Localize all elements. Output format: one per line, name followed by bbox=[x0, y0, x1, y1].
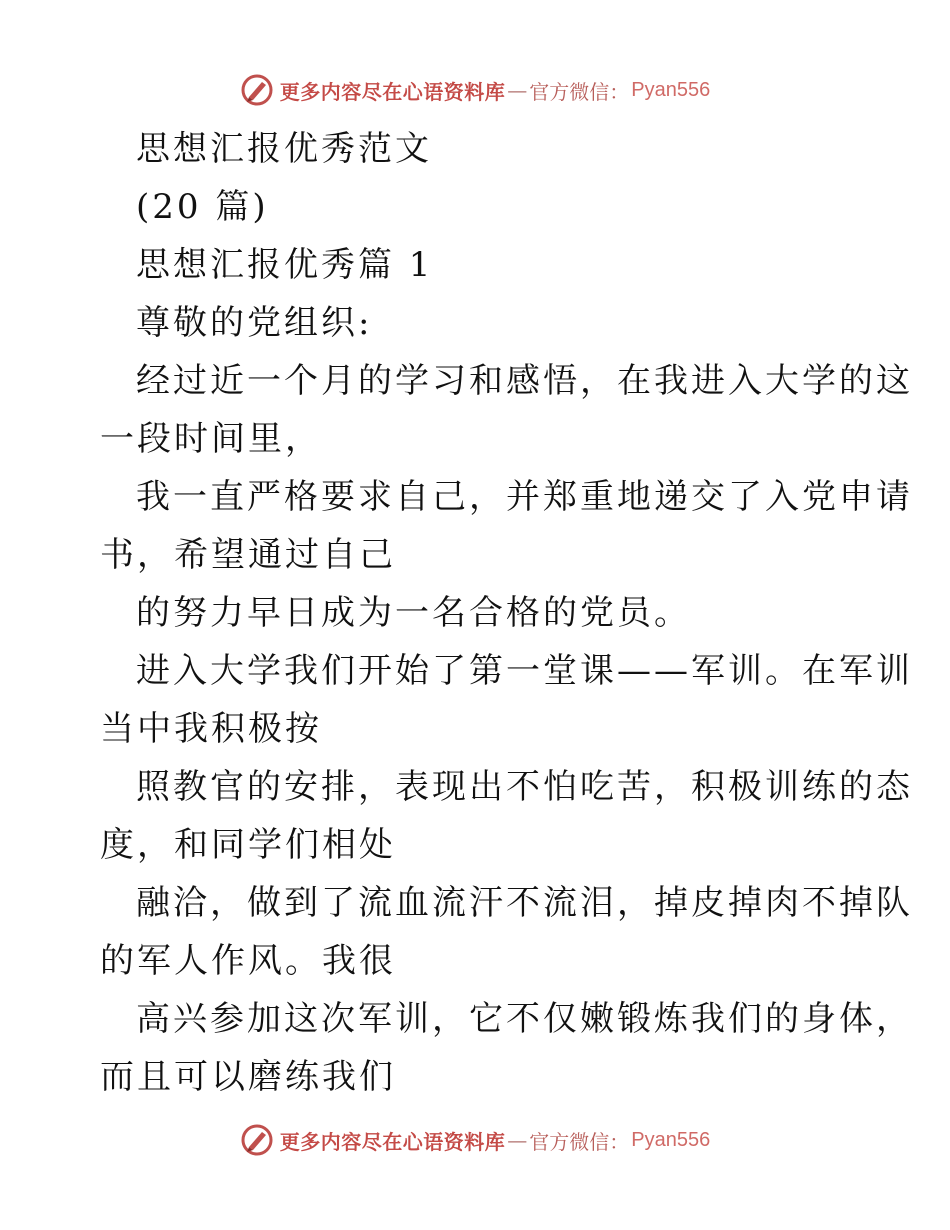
paragraph-line: 而且可以磨练我们 bbox=[100, 1057, 396, 1097]
paragraph-line: 进入大学我们开始了第一堂课——军训。在军训 bbox=[136, 651, 913, 691]
paragraph-line: 度，和同学们相处 bbox=[100, 825, 396, 865]
banner-main-text: 更多内容尽在心语资料库 bbox=[279, 1129, 506, 1154]
document-body bbox=[100, 120, 913, 1106]
document-title-line-2: (20 篇) bbox=[136, 187, 269, 227]
banner-dash: — bbox=[507, 78, 528, 102]
footer-watermark-banner bbox=[0, 1122, 950, 1158]
pen-circle-logo-icon bbox=[240, 73, 274, 107]
paragraph-line: 高兴参加这次军训，它不仅嫩锻炼我们的身体， bbox=[136, 999, 913, 1039]
banner-wechat-id: Pyan556 bbox=[631, 1128, 711, 1151]
paragraph-line: 经过近一个月的学习和感悟，在我进入大学的这 bbox=[136, 361, 913, 401]
banner-dash: — bbox=[507, 1128, 528, 1152]
paragraph-line: 我一直严格要求自己，并郑重地递交了入党申请 bbox=[136, 477, 913, 517]
pen-circle-logo-icon bbox=[240, 1123, 274, 1157]
paragraph-line: 一段时间里， bbox=[100, 419, 322, 459]
paragraph-line: 书，希望通过自己 bbox=[100, 535, 396, 575]
salutation: 尊敬的党组织: bbox=[136, 303, 373, 343]
paragraph-line: 当中我积极按 bbox=[100, 709, 322, 749]
paragraph-line: 的努力早日成为一名合格的党员。 bbox=[136, 593, 691, 633]
document-title-line-1: 思想汇报优秀范文 bbox=[136, 129, 432, 169]
banner-main-text: 更多内容尽在心语资料库 bbox=[279, 79, 506, 104]
paragraph-line: 融洽，做到了流血流汗不流泪，掉皮掉肉不掉队 bbox=[136, 883, 913, 923]
header-watermark-banner bbox=[0, 72, 950, 108]
banner-wechat-id: Pyan556 bbox=[631, 78, 711, 101]
banner-sub-text: 官方微信： bbox=[529, 79, 630, 104]
paragraph-line: 的军人作风。我很 bbox=[100, 941, 396, 981]
section-heading: 思想汇报优秀篇 1 bbox=[136, 245, 434, 285]
paragraph-line: 照教官的安排，表现出不怕吃苦，积极训练的态 bbox=[136, 767, 913, 807]
banner-sub-text: 官方微信： bbox=[529, 1129, 630, 1154]
